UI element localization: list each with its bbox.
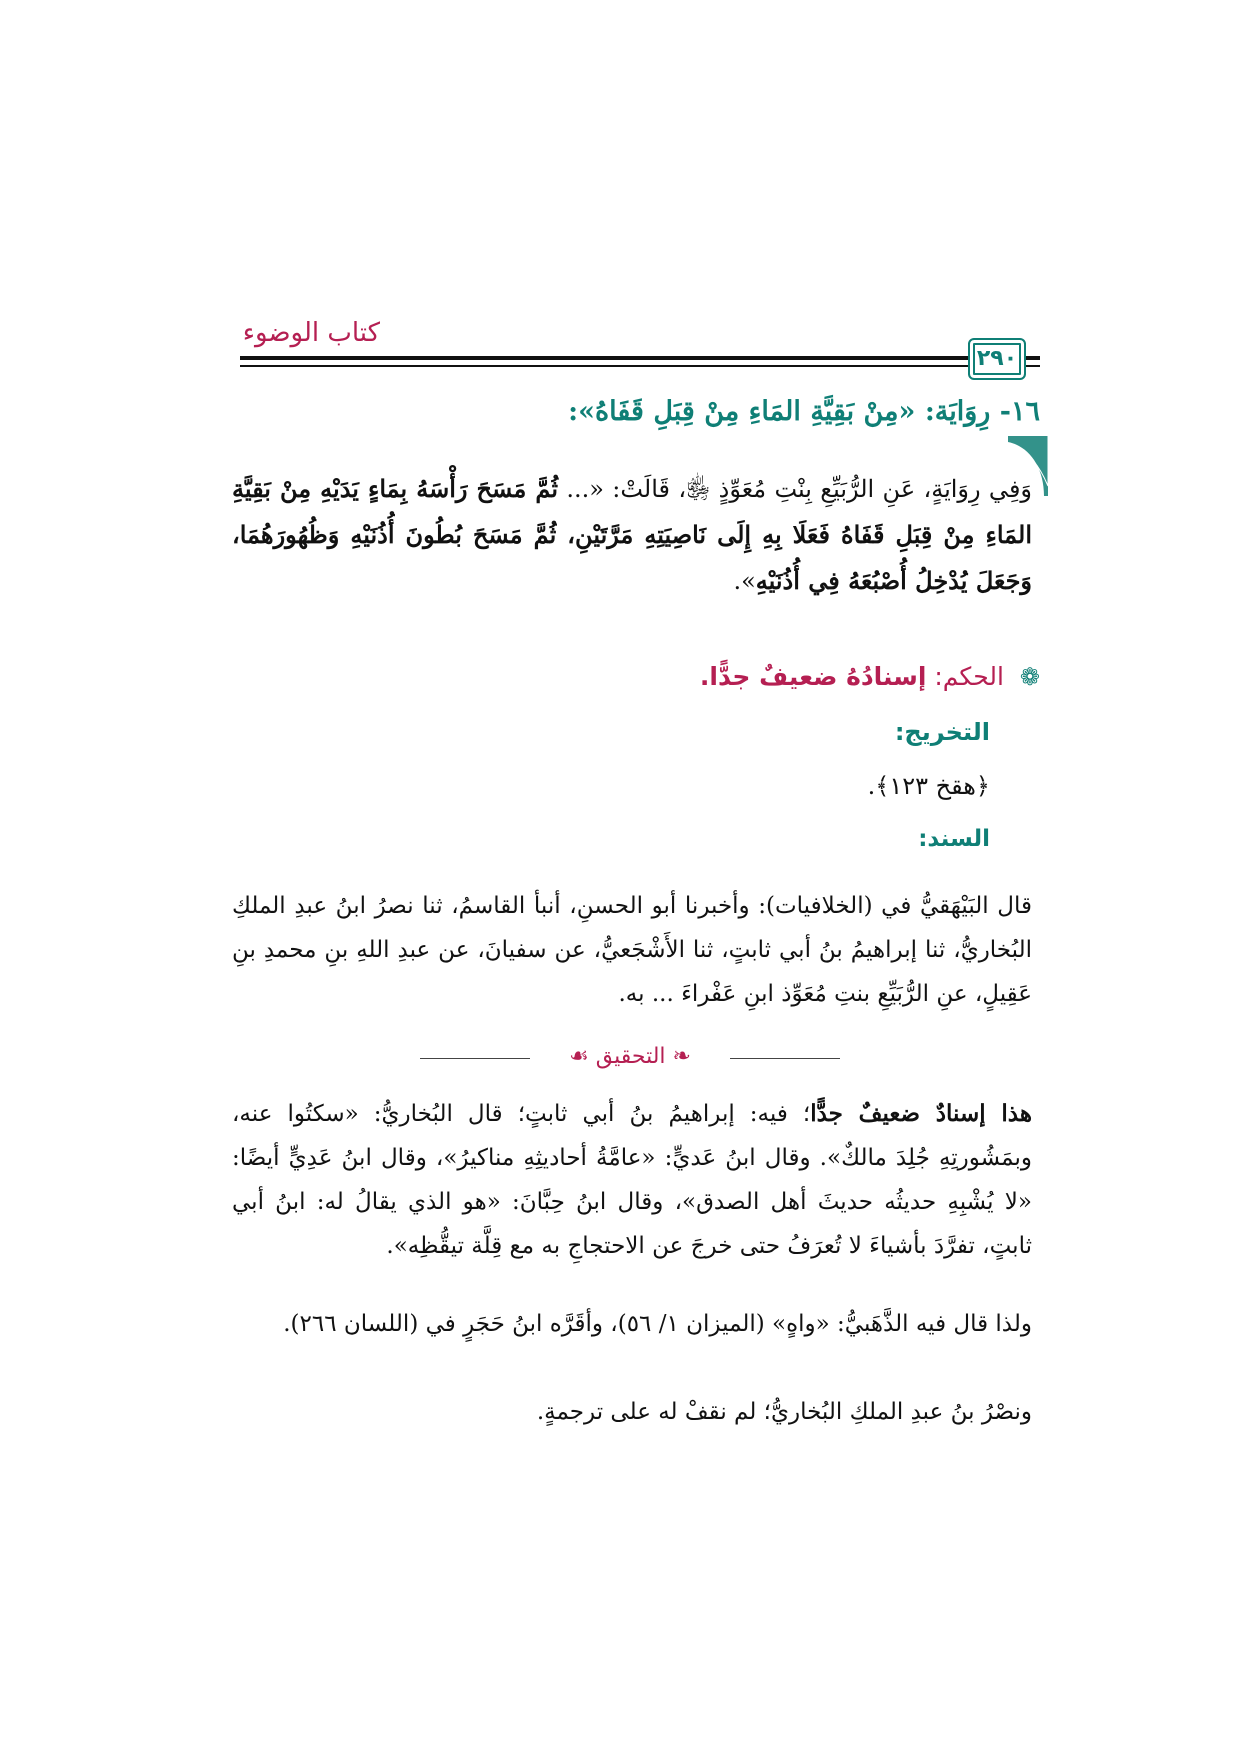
header-rule-right-thick <box>1024 356 1040 360</box>
takhrij-value: ﴿هقخ ١٢٣﴾. <box>867 772 990 800</box>
section-quote: «مِنْ بَقِيَّةِ المَاءِ مِنْ قِبَلِ قَفَاهُ»: <box>568 396 916 427</box>
tahqiq-paragraph-1 <box>232 1092 1032 1268</box>
divider-ornament-icon: ☙ <box>569 1044 596 1069</box>
tahqiq-divider <box>420 1044 840 1074</box>
header-rule-thick <box>240 356 1040 360</box>
tahqiq-title-text: التحقيق <box>595 1044 666 1069</box>
tahqiq-title <box>530 1044 730 1069</box>
tahqiq-paragraph-3: ونصْرُ بنُ عبدِ الملكِ البُخاريُّ؛ لم نقفْ له على ترجمةٍ. <box>536 1399 1032 1425</box>
narration-intro: وَفِي رِوَايَةٍ، عَنِ الرُّبَيِّعِ بِنْتِ مُعَوِّذٍ ﵂، قَالَتْ: «... <box>558 475 1033 503</box>
book-title: كتاب الوضوء <box>242 318 380 348</box>
tahqiq-p1-rest: ؛ فيه: إبراهيمُ بنُ أبي ثابتٍ؛ قال البُخاريُّ: «سكتُوا عنه، وبمَشُورتِهِ جُلِدَ مالكٌ». وقال ابنُ عَديٍّ: «عامَّةُ أحاديثِهِ مناكيرُ»، وقال ابنُ عَدِيٍّ أيضًا: «لا يُشْبِهِ حديثُه حديثَ أهل الصدق»، وقال ابنُ حِبَّانَ: «هو الذي يقالُ له: ابنُ أبي ثابتٍ، تفرَّدَ بأشياءَ لا تُعرَفُ حتى خرجَ عن الاحتجاجِ به مع قِلَّة تيقُّظِه». <box>232 1101 1032 1259</box>
header-rule <box>240 356 1040 370</box>
ruling-value: إسنادُهُ ضعيفٌ جدًّا. <box>699 662 927 691</box>
tahqiq-paragraph-2: ولذا قال فيه الذَّهَبيُّ: «واهٍ» (الميزان ١/ ٥٦)، وأقَرَّه ابنُ حَجَرٍ في (اللسان ٢٦٦). <box>283 1311 1032 1337</box>
ruling-label: الحكم: <box>934 662 1004 691</box>
header-rule-right <box>1024 356 1040 370</box>
flower-icon: ❁ <box>1019 663 1040 691</box>
tahqiq-p1-bold: هذا إسنادٌ ضعيفٌ جدًّا <box>810 1100 1032 1127</box>
section-label: رِوَايَة: <box>924 396 991 427</box>
section-heading <box>220 396 1040 427</box>
divider-line-right <box>730 1058 840 1059</box>
sanad-text: قال البَيْهَقيُّ في (الخلافيات): وأخبرنا أبو الحسنِ، أنبأ القاسمُ، ثنا نصرُ ابنُ عبدِ الملكِ البُخاريُّ، ثنا إبراهيمُ بنُ أبي ثابتٍ، ثنا الأَشْجَعيُّ، عن سفيانَ، عن عبدِ اللهِ بنِ محمدِ بنِ عَقِيلٍ، عنِ الرُّبَيِّعِ بنتِ مُعَوِّذ ابنِ عَفْراءَ ... به. <box>232 893 1032 1007</box>
divider-line-left <box>420 1058 530 1059</box>
header-rule-thin <box>240 365 1040 367</box>
page-number: ٢٩٠ <box>968 338 1026 380</box>
ruling <box>220 662 1040 691</box>
narration-bold: ثُمَّ مَسَحَ رَأْسَهُ بِمَاءٍ يَدَيْهِ مِنْ بَقِيَّةِ المَاءِ مِنْ قِبَلِ قَفَاهُ فَعَلَا بِهِ إِلَى نَاصِيَتِهِ مَرَّتَيْنِ، ثُمَّ مَسَحَ بُطُونَ أُذُنَيْهِ وَظُهُورَهُمَا، وَجَعَلَ يُدْخِلُ أُصْبُعَهُ فِي أُذُنَيْهِ <box>232 474 1032 595</box>
divider-ornament-icon: ❧ <box>665 1044 691 1069</box>
section-number: ١٦- <box>999 396 1040 427</box>
narration-end: ». <box>733 567 756 595</box>
header-rule-right-thin <box>1024 365 1040 367</box>
takhrij-label: التخريج: <box>894 718 990 746</box>
narration-text <box>232 466 1032 604</box>
sanad-label: السند: <box>918 826 990 852</box>
